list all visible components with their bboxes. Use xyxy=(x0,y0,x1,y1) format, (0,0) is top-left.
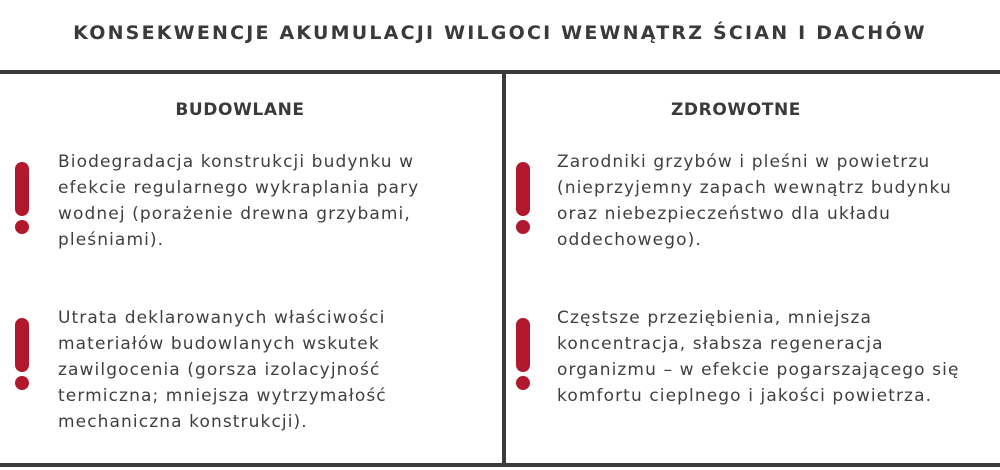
top-divider xyxy=(0,70,1000,74)
exclamation-icon xyxy=(15,318,29,390)
list-item: Biodegradacja konstrukcji budynku w efekcie regularnego wykraplania pary wodnej (porażenie drewna grzybami, pleśniami). xyxy=(58,152,420,250)
list-item: Zarodniki grzybów i pleśni w powietrzu (nieprzyjemny zapach wewnątrz budynku oraz niebezpieczeństwo dla układu oddechowego). xyxy=(557,152,952,250)
column-divider xyxy=(502,70,506,467)
page-title: KONSEKWENCJE AKUMULACJI WILGOCI WEWNĄTRZ ŚCIAN I DACHÓW xyxy=(73,22,927,44)
exclamation-icon xyxy=(516,162,530,234)
column-heading-budowlane: BUDOWLANE xyxy=(175,100,305,120)
column-heading-zdrowotne: ZDROWOTNE xyxy=(670,100,802,120)
list-item: Utrata deklarowanych właściwości materiałów budowlanych wskutek zawilgocenia (gorsza izolacyjność termiczna; mniejsza wytrzymałość mechaniczna konstrukcji). xyxy=(58,308,387,432)
list-item: Częstsze przeziębienia, mniejsza koncentracja, słabsza regeneracja organizmu – w efekcie pogarszającego się komfortu cieplnego i jakości powietrza. xyxy=(557,308,960,406)
exclamation-icon xyxy=(15,162,29,234)
exclamation-icon xyxy=(516,318,530,390)
bottom-divider xyxy=(0,463,1000,467)
